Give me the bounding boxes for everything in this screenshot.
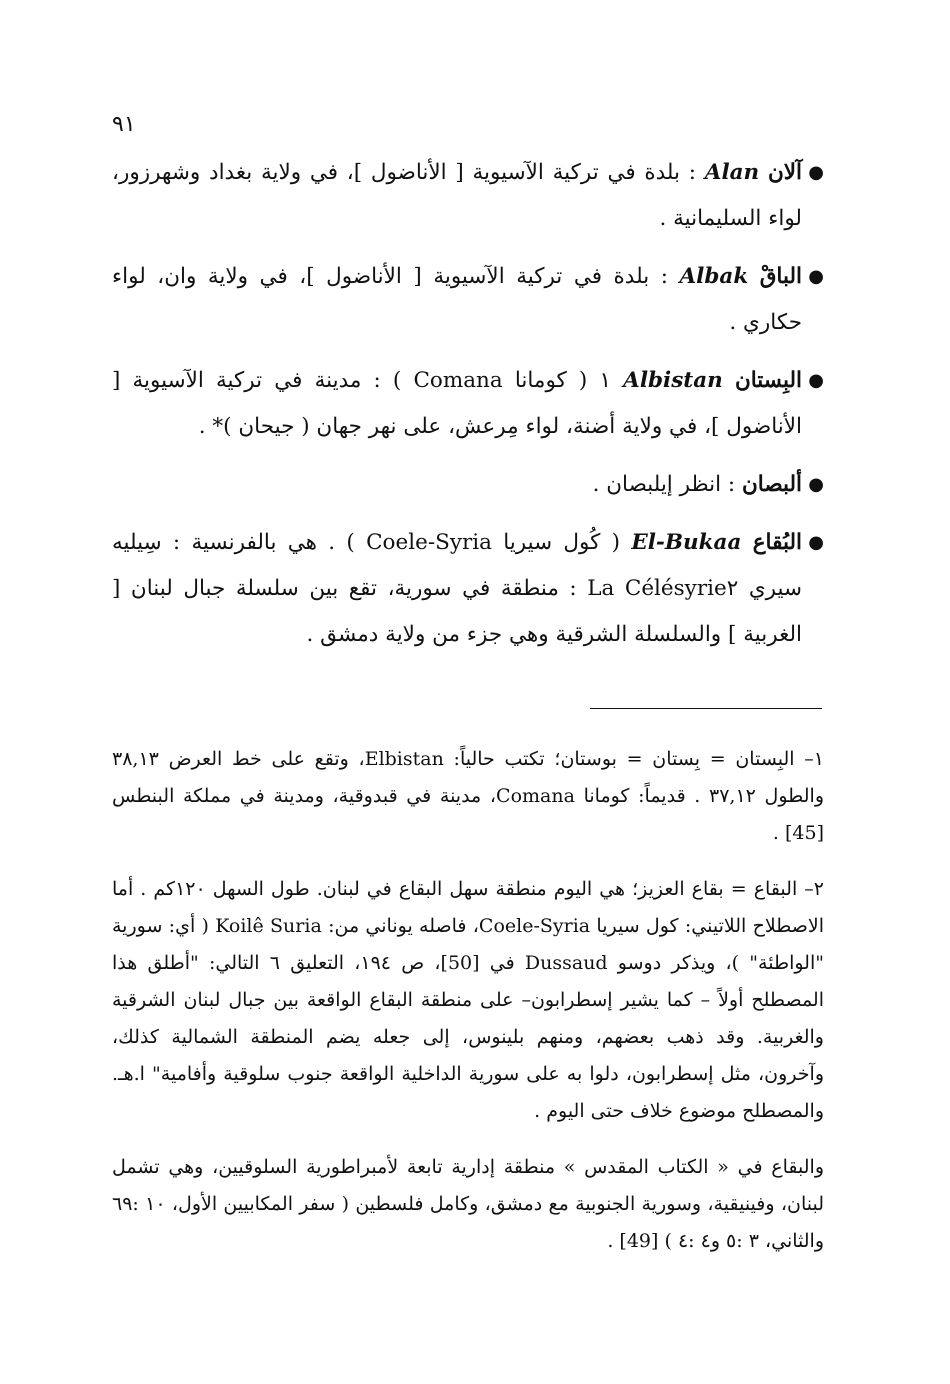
- entry-albak: [112, 254, 824, 346]
- page-number: ٩١: [112, 112, 136, 137]
- bullet-icon: ●: [808, 162, 824, 183]
- bullet-icon: ●: [808, 532, 824, 553]
- entry-term: البِستان: [734, 368, 802, 393]
- footnote-1: ١– البِستان = بِستان = بوستان؛ تكتب حالياً: Elbistan، وتقع على خط العرض ٣٨,١٣ والطول ٣٧,١٢ . قديماً: كومانا Comana، مدينة في قبدوقية، ومدينة في مملكة البنطس [45] .: [112, 748, 824, 844]
- entry-latin: Alan: [704, 160, 760, 185]
- entry-text: : بلدة في تركية الآسيوية [ الأناضول ]، في ولاية وان، لواء حكاري .: [112, 264, 802, 335]
- entry-text: ( كُول سيريا Coele-Syria ) . هي بالفرنسية : سِيليه سيري La Célésyrie٢ : منطقة في سورية، تقع بين سلسلة جبال لبنان [ الغربية ] والسلسلة الشرقية وهي جزء من ولاية دمشق .: [112, 530, 803, 647]
- entry-term: البُقاع: [752, 530, 802, 555]
- entry-term: آلان: [767, 160, 802, 185]
- entry-text: : انظر إيلبصان .: [592, 472, 736, 497]
- footnotes: [112, 722, 824, 1266]
- entry-latin: Albak: [679, 264, 749, 289]
- entry-albistan: [112, 358, 824, 450]
- entry-latin: El-Bukaa: [631, 530, 742, 555]
- bullet-icon: ●: [808, 370, 824, 391]
- bullet-icon: ●: [808, 474, 824, 495]
- entry-term: ألبصان: [742, 472, 802, 497]
- entry-albasan: [112, 462, 824, 508]
- entry-alan: [112, 150, 824, 242]
- footnote-divider: [590, 708, 822, 709]
- footnote-2: ٢– البقاع = بقاع العزيز؛ هي اليوم منطقة سهل البقاع في لبنان. طول السهل ١٢٠كم . أما الاصطلاح اللاتيني: كول سيريا Coele-Syria، فاصله يوناني من: Koilê Suria ( أي: سورية "الواطئة" )، ويذكر دوسو Dussaud في [50]، ص ١٩٤، التعليق ٦ التالي: "أطلق هذا المصطلح أولاً – كما يشير إسطرابون– على منطقة البقاع الواقعة بين جبال لبنان الشرقية والغربية. وقد ذهب بعضهم، ومنهم بلينوس، إلى جعله يضم المنطقة الشمالية كذلك، وآخرون، مثل إسطرابون، دلوا به على سورية الداخلية الواقعة جنوب سلوقية وأفامية" ا.هـ. والمصطلح موضوع خلاف حتى اليوم .: [112, 878, 825, 1122]
- gazetteer-entries: [112, 150, 824, 670]
- entry-text: : بلدة في تركية الآسيوية [ الأناضول ]، في ولاية بغداد وشهرزور، لواء السليمانية .: [112, 160, 802, 231]
- entry-text: ١ ( كومانا Comana ) : مدينة في تركية الآسيوية [ الأناضول ]، في ولاية أضنة، لواء مِرعش، على نهر جهان ( جيحان )* .: [112, 368, 802, 439]
- entry-latin: Albistan: [623, 368, 723, 393]
- footnote-2-continued: والبقاع في « الكتاب المقدس » منطقة إدارية تابعة لأمبراطورية السلوقيين، وهي تشمل لبنان، وفينيقية، وسورية الجنوبية مع دمشق، وكامل فلسطين ( سفر المكابيين الأول، ١٠ :٦٩ والثاني، ٣ :٥ و٤ :٤ ) [49] .: [112, 1156, 824, 1252]
- bullet-icon: ●: [808, 266, 824, 287]
- entry-el-bukaa: [112, 520, 824, 658]
- entry-term: الباقْ: [759, 264, 802, 289]
